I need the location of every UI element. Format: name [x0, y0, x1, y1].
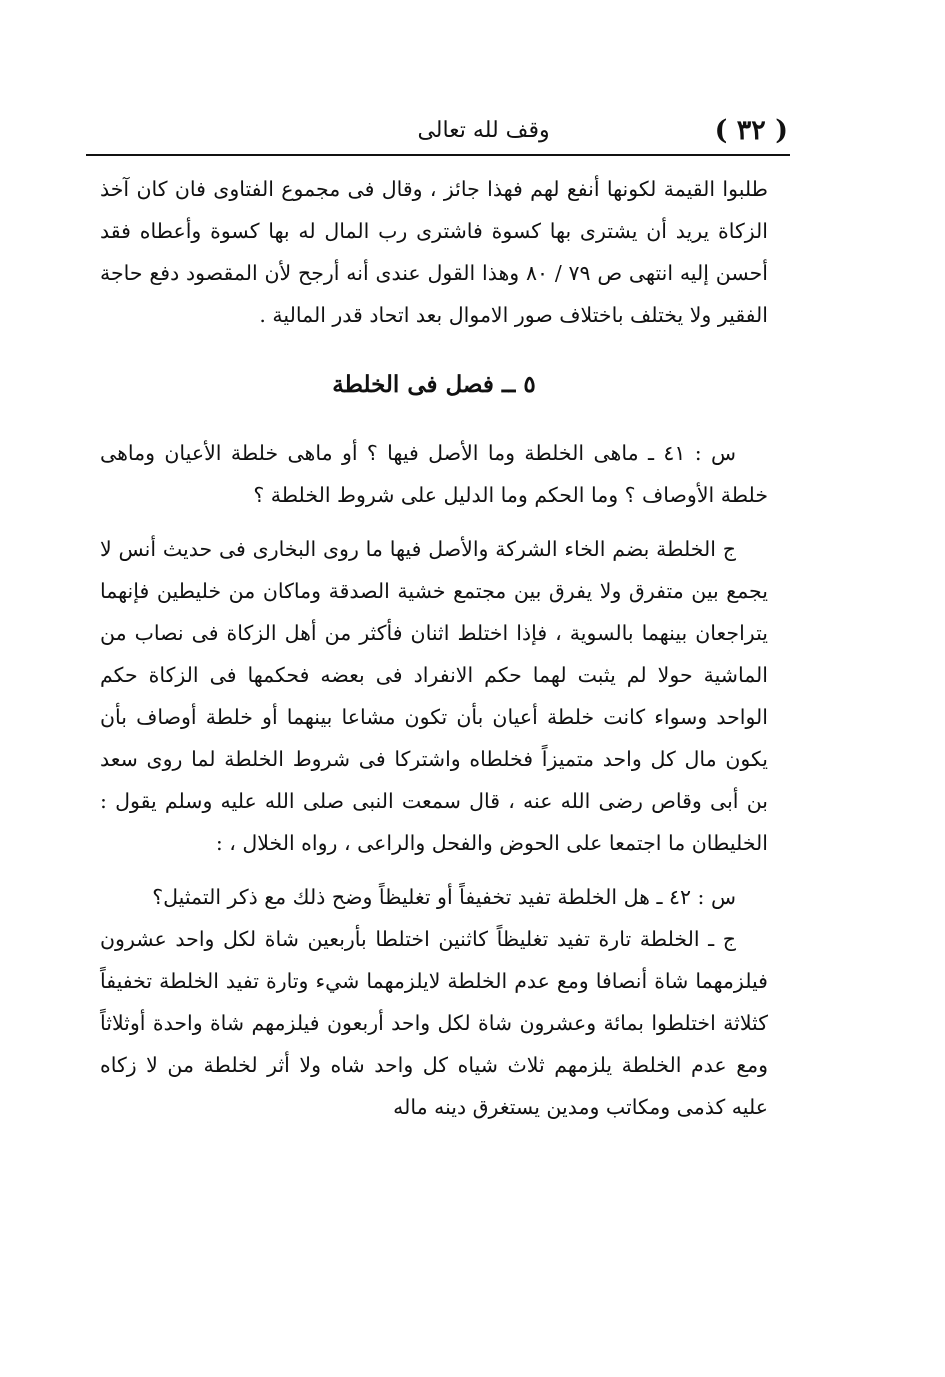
header-rule [86, 154, 790, 156]
answer-42: ج ـ الخلطة تارة تفيد تغليظاً كاثنين اختلطا بأربعين شاة لكل واحد عشرون فيلزمهما شاة أنصافا ومع عدم الخلطة لايلزمهما شيء وتارة تفيد الخلطة تخفيفاً كثلاثة اختلطوا بمائة وعشرون شاة لكل واحد أربعون فيلزمهم شاة واحدة أوثلاثاً ومع عدم الخلطة يلزمهم ثلاث شياه كل واحد شاه ولا أثر لخلطة من لا زكاه عليه كذمى ومكاتب ومدين يستغرق دينه ماله [100, 927, 768, 1119]
paragraph-gap [100, 516, 768, 528]
answer-41: ج الخلطة بضم الخاء الشركة والأصل فيها ما روى البخارى فى حديث أنس لا يجمع بين متفرق ولا يفرق بين مجتمع خشية الصدقة وماكان من خليطين فإنهما يتراجعان بينهما بالسوية ، فإذا اختلط اثنان فأكثر من أهل الزكاة فى نصاب من الماشية حولا لم يثبت لهما حكم الانفراد فى بعضه فحكمها فى الزكاة حكم الواحد وسواء كانت خلطة أعيان بأن تكون مشاعا بينهما أو خلطة أوصاف بأن يكون مال كل واحد متميزاً فخلطاه واشتركا فى شروط الخلطة لما روى سعد بن أبى وقاص رضى الله عنه ، قال سمعت النبى صلى الله عليه وسلم يقول : الخليطان ما اجتمعا على الحوض والفحل والراعى ، رواه الخلال ، : [100, 537, 768, 855]
page-body [100, 168, 768, 1128]
paragraph-opening: طلبوا القيمة لكونها أنفع لهم فهذا جائز ، وقال فى مجموع الفتاوى فان كان آخذ الزكاة يريد أن يشترى بها كسوة فاشترى رب المال له بها كسوة وأعطاه فقد أحسن إليه انتهى ص ٧٩ / ٨٠ وهذا القول عندى أنه أرجح لأن المقصود دفع حاجة الفقير ولا يختلف باختلاف صور الاموال بعد اتحاد قدر المالية . [100, 177, 768, 327]
running-title: وقف لله تعالى [417, 117, 550, 143]
page-number: ( ٣٢ ) [714, 114, 788, 146]
page-header [88, 108, 788, 152]
paragraph-gap [100, 864, 768, 876]
section-heading: ٥ ــ فصل فى الخلطة [332, 371, 536, 398]
question-41: س : ٤١ ـ ماهى الخلطة وما الأصل فيها ؟ أو ماهى خلطة الأعيان وماهى خلطة الأوصاف ؟ وما الحكم وما الدليل على شروط الخلطة ؟ [100, 441, 768, 507]
question-42: س : ٤٢ ـ هل الخلطة تفيد تخفيفاً أو تغليظاً وضح ذلك مع ذكر التمثيل؟ [152, 885, 736, 909]
